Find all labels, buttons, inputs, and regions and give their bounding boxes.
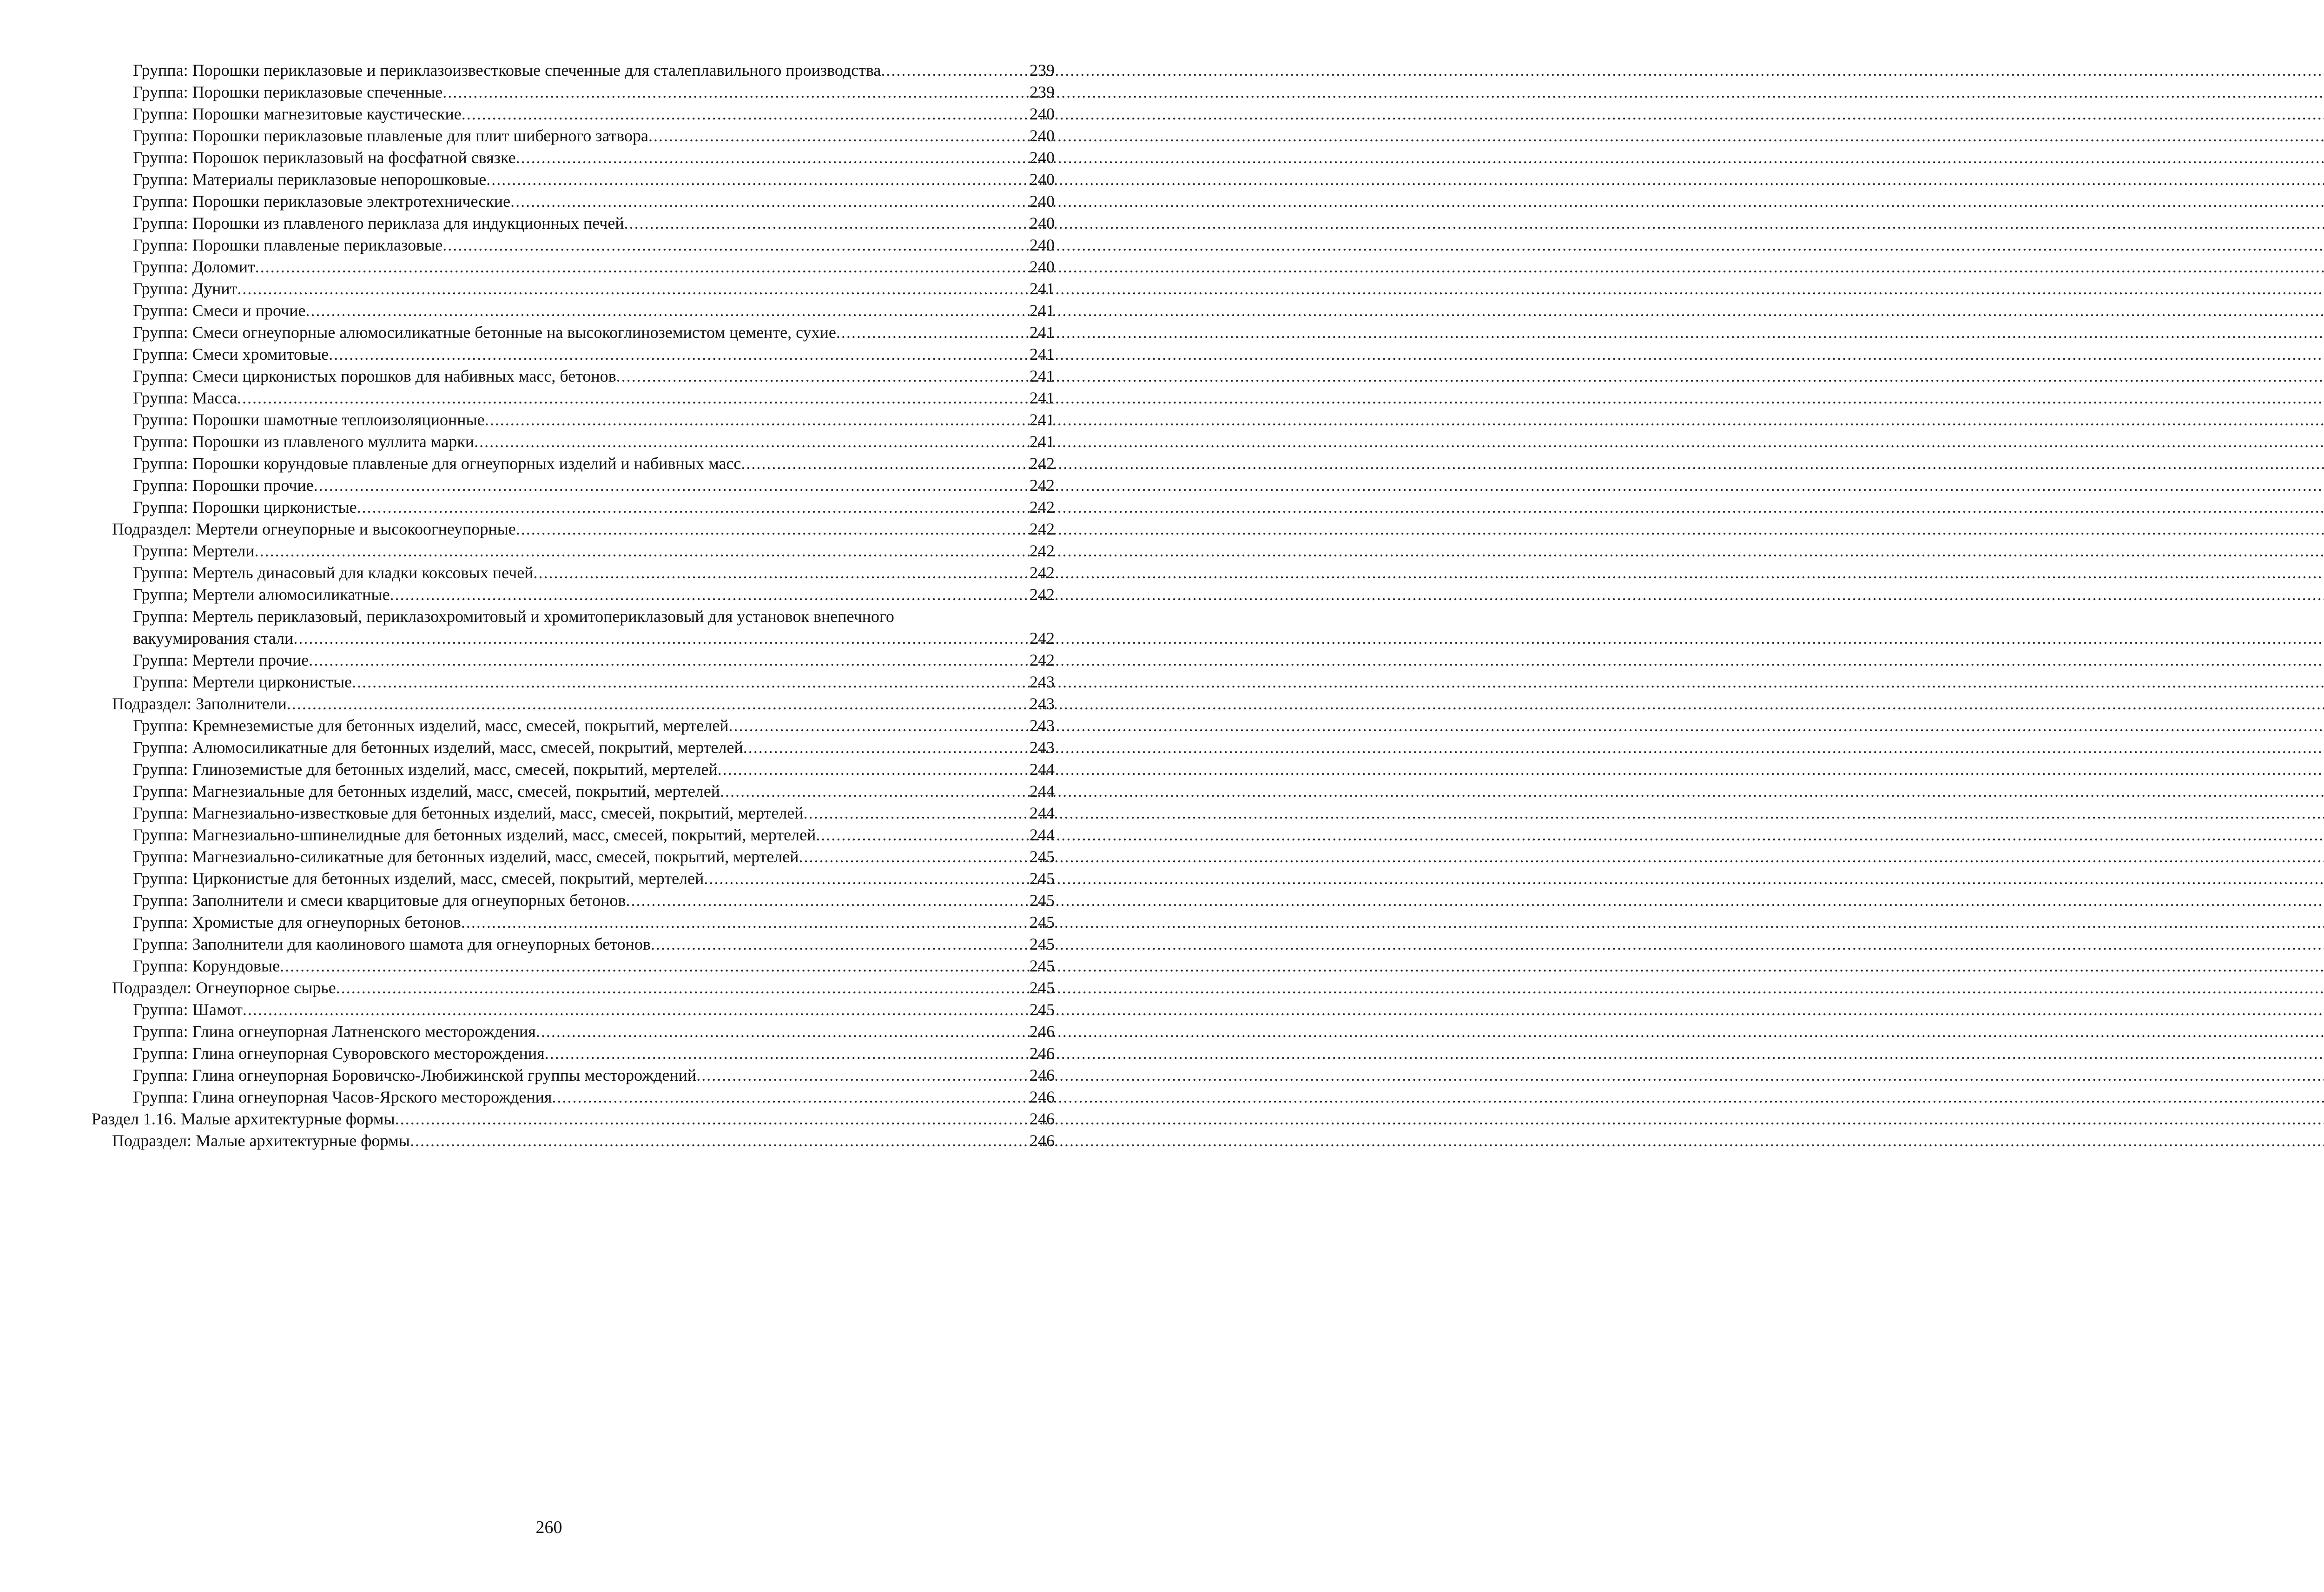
toc-entry-line <box>112 977 1055 999</box>
toc-entry-text: Подраздел: Огнеупорное сырье <box>112 978 336 997</box>
toc-entry-text: Группа: Порошки из плавленого муллита марки <box>133 432 475 451</box>
toc-entry-text: Подраздел: Мертели огнеупорные и высокоогнеупорные <box>112 520 516 538</box>
toc-group-entry[interactable] <box>0 715 1098 737</box>
toc-page-number: 241 <box>1030 367 1055 385</box>
toc-entry-line <box>133 147 1055 169</box>
toc-entry-text: Группа; Мертели алюмосиликатные <box>133 585 390 604</box>
toc-page-number: 242 <box>1030 454 1055 473</box>
toc-group-entry[interactable] <box>0 256 1098 278</box>
dot-leader <box>243 999 1028 1021</box>
toc-entry-line <box>133 322 1055 344</box>
dot-leader <box>474 431 1028 453</box>
toc-entry-line <box>133 933 1055 955</box>
toc-group-entry[interactable] <box>0 890 1098 912</box>
toc-entry-text: Группа: Алюмосиликатные для бетонных изделий, масс, смесей, покрытий, мертелей <box>133 738 743 757</box>
toc-entry-line <box>133 387 1055 409</box>
toc-page-number: 242 <box>1030 563 1055 582</box>
dot-leader <box>461 912 1028 933</box>
toc-group-entry[interactable] <box>0 999 1098 1021</box>
toc-entry-line <box>133 256 1055 278</box>
toc-entry-text: Группа: Материалы периклазовые непорошковые <box>133 170 487 189</box>
toc-entry-text: Группа: Масса <box>133 389 237 407</box>
toc-entry-line <box>133 868 1055 890</box>
toc-page-number: 245 <box>1030 847 1055 866</box>
toc-group-entry[interactable] <box>0 737 1098 759</box>
dot-leader <box>626 890 1028 912</box>
toc-entry-line <box>133 365 1055 387</box>
toc-page-number: 244 <box>1030 826 1055 844</box>
toc-page-number: 246 <box>1030 1066 1055 1084</box>
toc-page-number: 240 <box>1030 148 1055 167</box>
toc-page-number: 242 <box>1030 585 1055 604</box>
toc-page-number: 246 <box>1030 1131 1055 1150</box>
toc-page-number: 246 <box>1030 1088 1055 1106</box>
toc-group-entry[interactable] <box>0 1086 1098 1108</box>
toc-entry-text: Группа: Порошки периклазовые и периклазоизвестковые спеченные для сталеплавильного производства <box>133 61 881 79</box>
toc-group-entry[interactable] <box>0 912 1098 933</box>
toc-entry-text: Группа: Магнезиально-известковые для бетонных изделий, масс, смесей, покрытий, мертелей <box>133 804 804 822</box>
toc-group-entry[interactable] <box>0 147 1098 169</box>
toc-entry-line <box>133 780 1055 802</box>
toc-entry-text: Группа: Доломит <box>133 258 255 276</box>
dot-leader <box>616 365 1028 387</box>
dot-leader <box>836 322 1028 344</box>
toc-group-entry[interactable] <box>0 584 1098 606</box>
toc-group-entry[interactable] <box>0 1043 1098 1064</box>
toc-entry-text: Группа: Смеси огнеупорные алюмосиликатные бетонные на высокоглиноземистом цементе, сухие <box>133 323 836 342</box>
toc-entry-line <box>133 81 1055 103</box>
toc-entry-text: Группа: Глина огнеупорная Боровичско-Любижинской группы месторождений <box>133 1066 697 1084</box>
dot-leader <box>255 540 1028 562</box>
toc-entry-text: Группа: Глина огнеупорная Латненского месторождения <box>133 1022 536 1041</box>
toc-entry-line <box>133 431 1055 453</box>
toc-entry-line <box>133 737 1055 759</box>
toc-entry-line <box>133 846 1055 868</box>
toc-group-entry[interactable] <box>0 431 1098 453</box>
dot-leader <box>552 1086 1028 1108</box>
toc-entry-line <box>133 715 1055 737</box>
toc-page-number: 240 <box>1030 126 1055 145</box>
toc-group-entry[interactable] <box>0 59 1098 81</box>
toc-entry-line <box>133 824 1055 846</box>
toc-entry-line <box>133 191 1055 212</box>
dot-leader <box>743 737 1028 759</box>
dot-leader <box>309 649 1028 671</box>
toc-entry-line <box>133 562 1055 584</box>
toc-entry-line <box>133 540 1055 562</box>
toc-page-number: 245 <box>1030 957 1055 975</box>
toc-entry-text: Группа: Мертели прочие <box>133 651 309 669</box>
toc-entry-line <box>112 518 1055 540</box>
toc-group-entry[interactable] <box>0 409 1098 431</box>
dot-leader <box>729 715 1028 737</box>
toc-page-number: 242 <box>1030 651 1055 669</box>
toc-entry-line <box>133 1021 1055 1043</box>
toc-entry-text: Группа: Мертели цирконистые <box>133 673 352 691</box>
toc-group-entry[interactable] <box>0 387 1098 409</box>
toc-group-entry[interactable] <box>0 278 1098 300</box>
toc-page-number: 243 <box>1030 673 1055 691</box>
dot-leader <box>287 693 1028 715</box>
dot-leader <box>390 584 1028 606</box>
toc-page-number: 245 <box>1030 978 1055 997</box>
dot-leader <box>280 955 1028 977</box>
toc-entry-line <box>133 802 1055 824</box>
toc-page-number: 240 <box>1030 214 1055 232</box>
toc-group-entry[interactable] <box>0 344 1098 365</box>
toc-entry-text: Группа: Шамот <box>133 1000 243 1019</box>
toc-page-number: 245 <box>1030 891 1055 910</box>
dot-leader <box>485 409 1028 431</box>
toc-group-entry[interactable] <box>0 824 1098 846</box>
toc-entry-line <box>112 693 1055 715</box>
toc-group-entry[interactable] <box>0 475 1098 496</box>
dot-leader <box>624 212 1028 234</box>
toc-page-number: 241 <box>1030 432 1055 451</box>
toc-entry-line <box>133 125 1055 147</box>
toc-group-entry[interactable] <box>0 846 1098 868</box>
toc-entry-line <box>133 1043 1055 1064</box>
toc-entry-line <box>133 278 1055 300</box>
toc-entry-line <box>133 955 1055 977</box>
toc-group-entry[interactable] <box>0 1064 1098 1086</box>
toc-entry-line <box>133 890 1055 912</box>
toc-page-number: 245 <box>1030 935 1055 953</box>
page-number: 260 <box>535 1518 562 1537</box>
toc-entry-text: Группа: Мертели <box>133 542 255 560</box>
toc-entry-line <box>133 475 1055 496</box>
toc-entry-line <box>133 671 1055 693</box>
toc-group-entry[interactable] <box>0 365 1098 387</box>
toc-entry-text: Группа: Магнезиально-силикатные для бетонных изделий, масс, смесей, покрытий, мертелей <box>133 847 799 866</box>
toc-page-number: 242 <box>1030 498 1055 516</box>
toc-page-number: 244 <box>1030 760 1055 779</box>
toc-page-number: 240 <box>1030 105 1055 123</box>
toc-page-number: 245 <box>1030 1000 1055 1019</box>
toc-entry-line <box>133 999 1055 1021</box>
toc-page-number: 240 <box>1030 170 1055 189</box>
dot-leader <box>696 1064 1028 1086</box>
toc-page-number: 246 <box>1030 1022 1055 1041</box>
toc-group-entry[interactable] <box>0 759 1098 780</box>
toc-entry-line <box>133 344 1055 365</box>
toc-group-entry[interactable] <box>0 671 1098 693</box>
dot-leader <box>804 802 1028 824</box>
toc-entry-text: Подраздел: Малые архитектурные формы <box>112 1131 410 1150</box>
dot-leader <box>648 125 1028 147</box>
toc-entry-line <box>133 759 1055 780</box>
toc-entry-text: Группа: Заполнители для каолинового шамота для огнеупорных бетонов <box>133 935 651 953</box>
toc-entry-text: Группа: Магнезиальные для бетонных изделий, масс, смесей, покрытий, мертелей <box>133 782 720 800</box>
toc-page-number: 245 <box>1030 869 1055 888</box>
toc-entry-line <box>133 212 1055 234</box>
toc-group-entry[interactable] <box>0 453 1098 475</box>
toc-group-entry[interactable] <box>0 322 1098 344</box>
table-of-contents <box>0 59 1098 1152</box>
dot-leader <box>651 933 1028 955</box>
toc-page-number: 239 <box>1030 83 1055 101</box>
toc-entry-text: Группа: Порошки периклазовые плавленые для плит шиберного затвора <box>133 126 649 145</box>
toc-page-number: 244 <box>1030 804 1055 822</box>
toc-group-entry[interactable] <box>0 81 1098 103</box>
toc-entry-text: Группа: Смеси хромитовые <box>133 345 329 363</box>
toc-group-entry[interactable] <box>0 103 1098 125</box>
toc-page-number: 242 <box>1030 476 1055 495</box>
toc-page-number: 246 <box>1030 1110 1055 1128</box>
toc-entry-line <box>92 1108 1055 1130</box>
dot-leader <box>329 344 1028 365</box>
toc-entry-text: Группа: Корундовые <box>133 957 280 975</box>
toc-page-number: 240 <box>1030 192 1055 211</box>
toc-entry-text: вакуумирования стали <box>133 629 294 647</box>
dot-leader <box>799 846 1028 868</box>
toc-entry-line <box>133 453 1055 475</box>
dot-leader <box>395 1108 1028 1130</box>
toc-entry-line <box>133 649 1055 671</box>
toc-entry-text: Группа: Кремнеземистые для бетонных изделий, масс, смесей, покрытий, мертелей <box>133 716 729 735</box>
toc-page-number: 241 <box>1030 345 1055 363</box>
dot-leader <box>533 562 1028 584</box>
dot-leader <box>516 147 1028 169</box>
toc-group-entry[interactable] <box>0 191 1098 212</box>
dot-leader <box>410 1130 1028 1152</box>
toc-group-entry[interactable] <box>0 780 1098 802</box>
toc-page-number: 240 <box>1030 258 1055 276</box>
toc-group-entry[interactable] <box>0 169 1098 191</box>
toc-entry-line <box>133 1086 1055 1108</box>
toc-entry-line <box>112 1130 1055 1152</box>
toc-page-number: 243 <box>1030 716 1055 735</box>
toc-entry-text: Группа: Порошки периклазовые спеченные <box>133 83 443 101</box>
toc-page-number: 241 <box>1030 323 1055 342</box>
toc-entry-text: Группа: Смеси и прочие <box>133 301 306 320</box>
toc-page-number: 241 <box>1030 279 1055 298</box>
dot-leader <box>510 191 1028 212</box>
toc-group-entry[interactable] <box>0 125 1098 147</box>
toc-entry-line <box>133 496 1055 518</box>
toc-group-entry[interactable] <box>0 496 1098 518</box>
dot-leader <box>718 759 1028 780</box>
toc-entry-line <box>133 584 1055 606</box>
toc-entry-text: Группа: Порошки периклазовые электротехнические <box>133 192 511 211</box>
toc-page-number: 241 <box>1030 410 1055 429</box>
toc-entry-text: Группа: Порошки цирконистые <box>133 498 357 516</box>
dot-leader <box>237 387 1028 409</box>
toc-entry-line <box>133 409 1055 431</box>
dot-leader <box>720 780 1028 802</box>
dot-leader <box>237 278 1028 300</box>
dot-leader <box>442 81 1028 103</box>
dot-leader <box>536 1021 1028 1043</box>
dot-leader <box>255 256 1028 278</box>
toc-entry-text: Группа: Порошки из плавленого периклаза для индукционных печей <box>133 214 624 232</box>
toc-group-entry[interactable] <box>0 802 1098 824</box>
toc-group-entry[interactable] <box>0 562 1098 584</box>
toc-entry-line <box>133 1064 1055 1086</box>
toc-entry-line <box>133 912 1055 933</box>
toc-page-number: 241 <box>1030 389 1055 407</box>
toc-page-number: 240 <box>1030 236 1055 254</box>
toc-entry-text-line1: Группа: Мертель периклазовый, периклазохромитовый и хромитопериклазовый для установок внепечного <box>133 607 894 626</box>
toc-entry-line <box>133 169 1055 191</box>
toc-group-entry[interactable] <box>0 1021 1098 1043</box>
toc-entry-text: Группа: Порошки магнезитовые каустические <box>133 105 462 123</box>
toc-entry-text: Группа: Порошки плавленые периклазовые <box>133 236 443 254</box>
toc-entry-text: Подраздел: Заполнители <box>112 694 287 713</box>
toc-entry-text: Группа: Хромистые для огнеупорных бетонов <box>133 913 461 931</box>
dot-leader <box>881 59 1028 81</box>
dot-leader <box>486 169 1028 191</box>
toc-page-number: 242 <box>1030 629 1055 647</box>
toc-entry-text: Группа: Дунит <box>133 279 238 298</box>
toc-entry-text: Группа: Смеси цирконистых порошков для набивных масс, бетонов <box>133 367 616 385</box>
toc-entry-text: Группа: Порошки корундовые плавленые для огнеупорных изделий и набивных масс <box>133 454 741 473</box>
dot-leader <box>741 453 1028 475</box>
toc-subsection-entry[interactable] <box>0 977 1098 999</box>
toc-group-entry[interactable] <box>0 649 1098 671</box>
toc-group-entry[interactable] <box>0 212 1098 234</box>
toc-entry-text: Группа: Порошок периклазовый на фосфатной связке <box>133 148 516 167</box>
dot-leader <box>462 103 1028 125</box>
toc-entry-text: Группа: Мертель динасовый для кладки коксовых печей <box>133 563 534 582</box>
toc-group-entry[interactable] <box>0 868 1098 890</box>
dot-leader <box>516 518 1028 540</box>
toc-group-entry[interactable] <box>0 606 1098 649</box>
dot-leader <box>704 868 1028 890</box>
dot-leader <box>336 977 1028 999</box>
toc-page-number: 246 <box>1030 1044 1055 1063</box>
toc-subsection-entry[interactable] <box>0 1130 1098 1152</box>
toc-group-entry[interactable] <box>0 955 1098 977</box>
toc-entry-line <box>133 234 1055 256</box>
toc-entry-text: Группа: Глина огнеупорная Часов-Ярского месторождения <box>133 1088 552 1106</box>
toc-page-number: 242 <box>1030 542 1055 560</box>
dot-leader <box>352 671 1028 693</box>
toc-entry-text: Группа: Цирконистые для бетонных изделий, масс, смесей, покрытий, мертелей <box>133 869 704 888</box>
dot-leader <box>816 824 1028 846</box>
dot-leader <box>357 496 1028 518</box>
toc-section-entry[interactable] <box>0 1108 1098 1130</box>
dot-leader <box>442 234 1028 256</box>
toc-group-entry[interactable] <box>0 933 1098 955</box>
toc-subsection-entry[interactable] <box>0 693 1098 715</box>
dot-leader <box>545 1043 1028 1064</box>
toc-entry-text: Группа: Глиноземистые для бетонных изделий, масс, смесей, покрытий, мертелей <box>133 760 718 779</box>
toc-group-entry[interactable] <box>0 300 1098 322</box>
toc-page-number: 242 <box>1030 520 1055 538</box>
dot-leader <box>293 628 1028 649</box>
toc-entry-text: Группа: Магнезиально-шпинелидные для бетонных изделий, масс, смесей, покрытий, мертелей <box>133 826 816 844</box>
toc-group-entry[interactable] <box>0 234 1098 256</box>
dot-leader <box>314 475 1028 496</box>
toc-entry-line <box>133 59 1055 81</box>
toc-page-number: 245 <box>1030 913 1055 931</box>
toc-page-number: 239 <box>1030 61 1055 79</box>
document-page <box>0 0 1098 1592</box>
toc-entry-text: Группа: Порошки прочие <box>133 476 314 495</box>
dot-leader <box>305 300 1028 322</box>
toc-page-number: 241 <box>1030 301 1055 320</box>
toc-group-entry[interactable] <box>0 540 1098 562</box>
toc-entry-text: Группа: Глина огнеупорная Суворовского месторождения <box>133 1044 545 1063</box>
toc-entry-line <box>133 103 1055 125</box>
toc-page-number: 244 <box>1030 782 1055 800</box>
toc-entry-text: Группа: Порошки шамотные теплоизоляционные <box>133 410 485 429</box>
toc-entry-line <box>133 300 1055 322</box>
toc-entry-line <box>133 628 1055 649</box>
toc-subsection-entry[interactable] <box>0 518 1098 540</box>
toc-page-number: 243 <box>1030 694 1055 713</box>
toc-entry-text: Группа: Заполнители и смеси кварцитовые для огнеупорных бетонов <box>133 891 626 910</box>
toc-entry-text: Раздел 1.16. Малые архитектурные формы <box>92 1110 395 1128</box>
toc-page-number: 243 <box>1030 738 1055 757</box>
